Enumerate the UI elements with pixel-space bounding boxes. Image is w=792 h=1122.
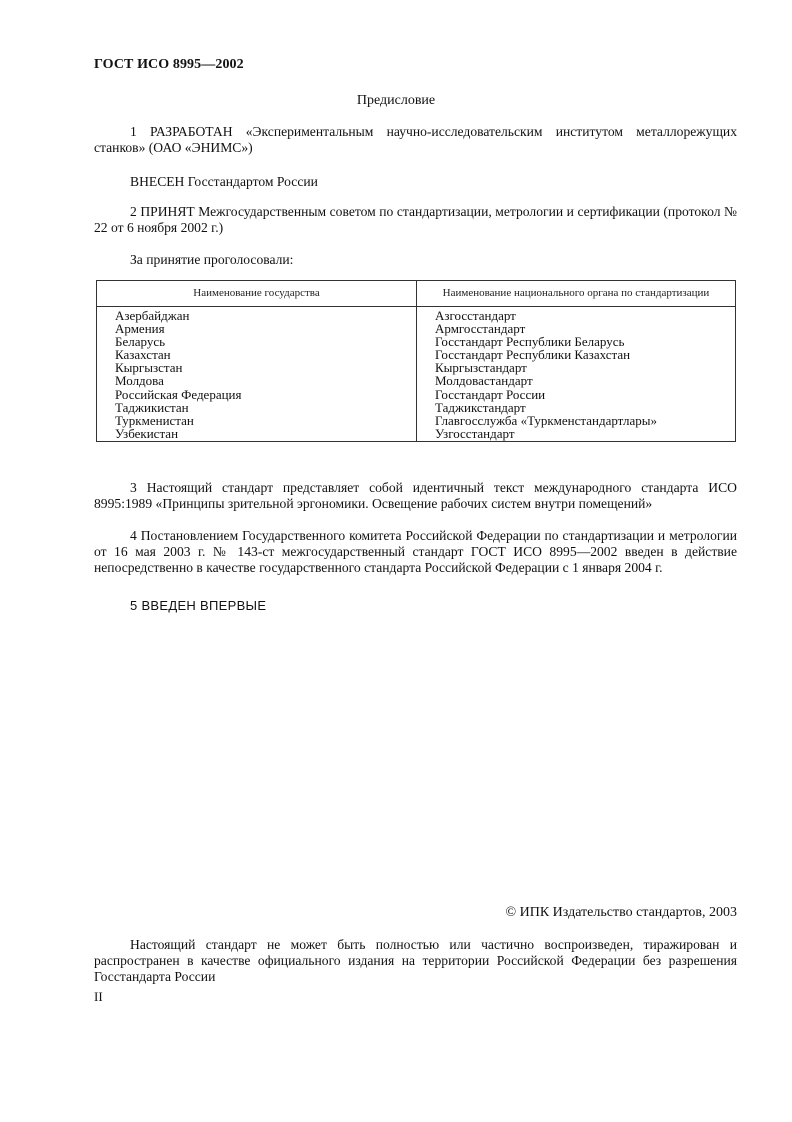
table-cell-national-body: Азгосстандарт <box>435 308 516 323</box>
table-cell-national-body: Армгосстандарт <box>435 321 526 337</box>
table-column-national-bodies <box>435 309 657 440</box>
table-cell-national-body: Узгосстандарт <box>435 425 515 441</box>
voting-countries-table <box>96 280 736 442</box>
table-cell-state: Казахстан <box>115 347 171 363</box>
table-cell-national-body: Главгосслужба «Туркменстандартлары» <box>435 412 658 428</box>
table-cell-state: Узбекистан <box>115 425 179 441</box>
table-cell-national-body: Госстандарт Республики Беларусь <box>435 334 625 350</box>
table-cell-state: Туркменистан <box>115 412 194 428</box>
table-cell-state: Кыргызстан <box>115 360 183 376</box>
paragraph-developed-by: 1 РАЗРАБОТАН «Экспериментальным научно-исследовательским институтом металлорежущих станков» (ОАО «ЭНИМС») <box>94 124 737 155</box>
table-cell-state: Азербайджан <box>115 308 190 323</box>
table-header-national-body: Наименование национального органа по стандартизации <box>442 287 710 299</box>
table-column-states <box>115 309 242 440</box>
table-cell-state: Таджикистан <box>115 399 189 415</box>
table-cell-national-body: Кыргызстандарт <box>435 360 527 376</box>
paragraph-first-introduced: 5 ВВЕДЕН ВПЕРВЫЕ <box>130 598 267 613</box>
section-title: Предисловие <box>356 93 436 108</box>
table-cell-state: Беларусь <box>115 334 166 350</box>
table-header-divider <box>97 306 735 307</box>
table-cell-state: Российская Федерация <box>115 386 242 402</box>
page-number: II <box>94 989 103 1004</box>
reproduction-notice: Настоящий стандарт не может быть полностью или частично воспроизведен, тиражирован и распространен в качестве официального издания на территории Российской Федерации без разрешения Госстандарта России <box>94 937 737 984</box>
paragraph-identical-text: 3 Настоящий стандарт представляет собой идентичный текст международного стандарта ИСО 8995:1989 «Принципы зрительной эргономики. Освещение рабочих систем внутри помещений» <box>94 480 737 511</box>
copyright-notice: © ИПК Издательство стандартов, 2003 <box>505 905 737 920</box>
table-header-state: Наименование государства <box>193 287 320 299</box>
table-cell-national-body: Госстандарт России <box>435 386 546 402</box>
table-cell-state: Армения <box>115 321 165 337</box>
table-cell-national-body: Таджикстандарт <box>435 399 526 415</box>
paragraph-adopted-by: 2 ПРИНЯТ Межгосударственным советом по стандартизации, метрологии и сертификации (протокол № 22 от 6 ноября 2002 г.) <box>94 204 737 235</box>
table-cell-national-body: Госстандарт Республики Казахстан <box>435 347 631 363</box>
table-cell-national-body: Молдовастандарт <box>435 373 533 389</box>
paragraph-voted-for: За принятие проголосовали: <box>130 252 294 267</box>
paragraph-introduced-by: ВНЕСЕН Госстандартом России <box>130 174 318 189</box>
table-column-divider <box>416 281 417 441</box>
paragraph-enactment: 4 Постановлением Государственного комитета Российской Федерации по стандартизации и метрологии от 16 мая 2003 г. № 143-ст межгосударственный стандарт ГОСТ ИСО 8995—2002 введен в действие непосредственно в качестве государственного стандарта Российской Федерации с 1 января 2004 г. <box>94 528 737 575</box>
table-cell-state: Молдова <box>115 373 164 389</box>
standard-code-header: ГОСТ ИСО 8995—2002 <box>94 57 244 72</box>
